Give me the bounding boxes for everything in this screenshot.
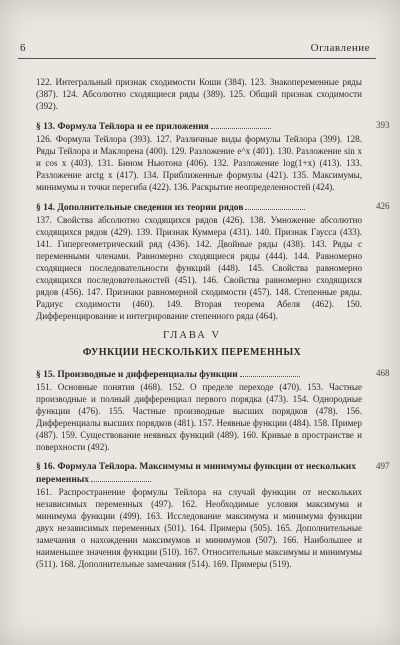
toc-section-16 [22,461,390,570]
toc-section-14 [22,201,390,322]
chapter-label: ГЛАВА V [162,330,222,341]
section-heading [22,368,362,381]
page-number: 6 [20,42,26,54]
header-rule [18,58,376,59]
section-heading [22,120,362,133]
section-text: 126. Формула Тейлора (393). 127. Различные виды формулы Тейлора (399). 128. Ряды Тейлора и Маклорена (400). 129. Разложение e^x (401). 130. Разложение sin x и cos x (403). 131. Бином Ньютона (406). 132. Разложение log(1+x) (413). 133. Разложение arctg x (417). 134. Приближенные формулы (421). 135. Максимумы, минимумы и точки перегиба (422). 136. Раскрытие неопределенностей (424). [36,134,362,192]
toc-content [22,76,390,578]
section-text: 137. Свойства абсолютно сходящихся рядов (426). 138. Умножение абсолютно сходящихся рядов (429). 139. Признак Куммера (431). 140. Признак Гаусса (433). 141. Гипергеометрический ряд (436). 142. Двойные ряды (438). 143. Ряды с переменными членами. Равномерно сходящиеся ряды (444). 144. Равномерно сходящиеся последовательности функций (448). 145. Свойства равномерно сходящихся последовательностей (451). 146. Свойства равномерно сходящихся рядов (456). 147. Признаки равномерной сходимости (457). 148. Степенные ряды. Радиус сходимости (460). 149. Вторая теорема Абеля (462). 150. Дифференцирование и интегрирование степенного ряда (464). [36,215,362,321]
leader-dots [240,368,300,377]
running-head [0,42,400,58]
section-title: § 14. Дополнительные сведения из теории рядов [36,203,244,213]
chapter-title: ФУНКЦИИ НЕСКОЛЬКИХ ПЕРЕМЕННЫХ [82,347,302,358]
running-title: Оглавление [310,42,370,54]
toc-section-13 [22,120,390,193]
section-heading [22,201,362,214]
toc-continuation [22,76,362,112]
toc-section-15 [22,368,390,453]
section-title: § 16. Формула Тейлора. Максимумы и минимумы функции от нескольких переменных [36,462,357,485]
section-heading [22,461,362,486]
section-text: 161. Распространение формулы Тейлора на случай функции от нескольких независимых переменных (497). 162. Необходимые условия максимума и минимума функции (499). 163. Исследование максимума и минимума функции двух независимых переменных (501). 164. Примеры (505). 165. Дополнительные замечания о нахождении максимумов и минимумов (507). 166. Наибольшее и наименьшее значения функции (510). 167. Относительные максимумы и минимумы (511). 168. Дополнительные замечания (514). 169. Примеры (519). [36,487,362,569]
leader-dots [91,473,151,482]
section-title: § 13. Формула Тейлора и ее приложения [36,122,209,132]
leader-dots [245,201,305,210]
section-page: 497 [376,461,390,471]
leader-dots [211,120,271,129]
continuation-text: 122. Интегральный признак сходимости Коши (384). 123. Знакопеременные ряды (387). 124. Абсолютно сходящиеся ряды (389). 125. Общий признак сходимости (392). [36,77,362,111]
section-page: 426 [376,201,390,211]
section-page: 393 [376,120,390,130]
section-title: § 15. Производные и дифференциалы функции [36,370,238,380]
section-page: 468 [376,368,390,378]
section-text: 151. Основные понятия (468). 152. О пределе переходе (470). 153. Частные производные и полный дифференциал первого порядка (473). 154. Однородные функции (476). 155. Частные производные высших порядков (478). 156. Дифференциалы высших порядков (481). 157. Неявные функции (484). 158. Пример (487). 159. Существование неявных функций (489). 160. Кривые в пространстве и поверхности (492). [36,382,362,452]
